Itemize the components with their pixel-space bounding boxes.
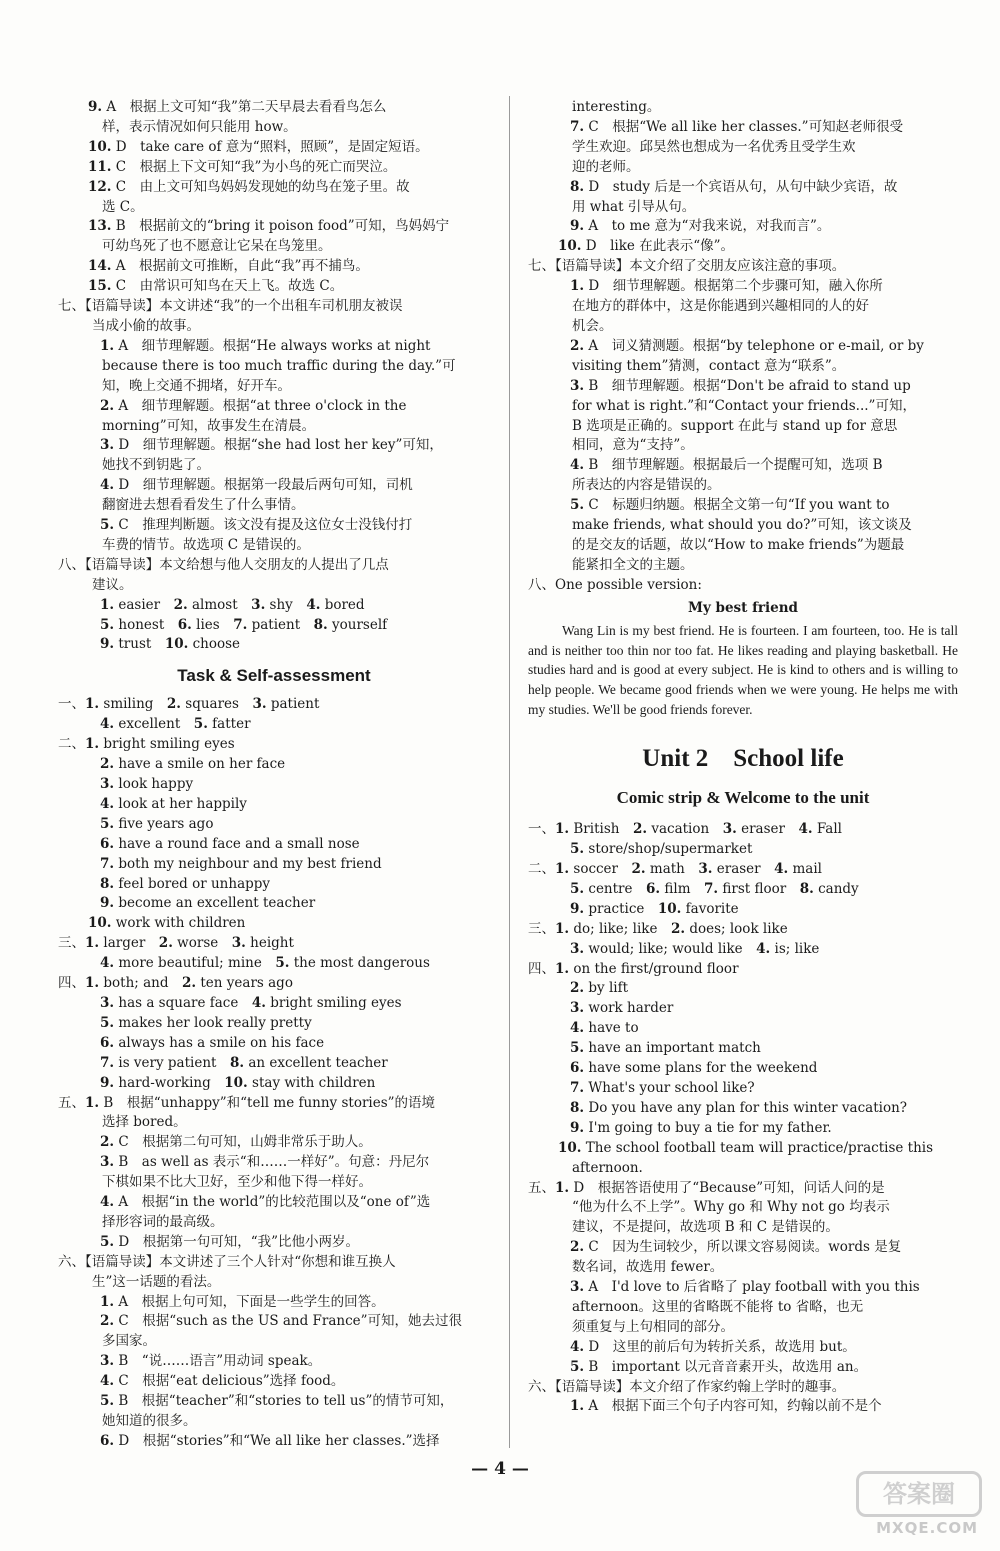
answer-line: 10. The school football team will practice/practise this [558,1139,934,1156]
answer-line: 14. A 根据前文可推断，自此“我”再不捕鸟。 [88,258,369,275]
section-heading-line: 五、1. B 根据“unhappy”和“tell me funny stories”的语境 [58,1094,436,1111]
answer-line: 3. has a square face 4. bright smiling eyes [100,994,402,1011]
question-number: 5. [100,1233,115,1250]
answer-line: 4. look at her happily [100,795,247,812]
answer-line: 学生欢迎。邱昊然也想成为一名优秀且受学生欢 [572,138,856,155]
answer-line: 3. B 细节理解题。根据“Don't be afraid to stand up [570,377,911,394]
answer-line: 须重复与上句相同的部分。 [572,1318,734,1335]
sample-essay: Wang Lin is my best friend. He is fourteen. I am fourteen, too. He is tall and is neither too thin nor too fat. He likes reading and playing basketball. He studies hard and is good at every subject. He is kind to others and is willing to help people. We became good friends when we were young. He helps me with my studies. We'll be good friends forever. [528,622,958,718]
question-number: 3. [570,1279,585,1296]
answer-line: 她找不到钥匙了。 [102,457,210,474]
answer-line: 知，晚上交通不拥堵，好开车。 [102,377,291,394]
question-number: 9. [88,99,103,115]
answer-line: 1. D 细节理解题。根据第二个步骤可知，融入你所 [570,278,883,295]
answer-line: 择形容词的最高级。 [102,1213,224,1230]
answer-line: 3. would; like; would like 4. is; like [570,940,820,957]
section-heading-line: 一、1. smiling 2. squares 3. patient [58,696,320,713]
answer-line: 3. A I'd love to 后省略了 play football with you this [570,1279,920,1296]
answer-line: for what is right.”和“Contact your friends...”可知， [572,397,916,414]
answer-line: 可幼鸟死了也不愿意让它呆在鸟笼里。 [102,238,332,255]
answer-line: 6. have a round face and a small nose [100,835,360,852]
answer-line: 4. have to [570,1020,639,1037]
answer-line: 10. D take care of 意为“照料，照顾”，是固定短语。 [88,138,429,155]
answer-line: 1. A 细节理解题。根据“He always works at night [100,337,431,354]
answer-line: 4. B 细节理解题。根据最后一个提醒可知，选项 B [570,457,883,474]
question-number: 5. [570,1358,585,1375]
answer-line: 翻窗进去想看看发生了什么事情。 [102,497,305,514]
section-heading-line: 一、1. British 2. vacation 3. eraser 4. Fall [528,821,842,838]
answer-line: 10. D like 在此表示“像”。 [558,238,735,255]
answer-line: 10. work with children [88,915,246,932]
section-heading-line: 七、【语篇导读】本文讲述“我”的一个出租车司机朋友被误 [58,298,403,315]
answer-line: 建议，不是提问，故选项 B 和 C 是错误的。 [572,1219,839,1236]
question-number: 6. [100,1432,115,1449]
column-divider [509,96,510,1448]
answer-line: because there is too much traffic during the day.”可 [102,357,456,374]
answer-line: 1. A 根据下面三个句子内容可知，约翰以前不是个 [570,1398,882,1415]
answer-line: 生”这一话题的看法。 [92,1273,221,1290]
answer-line: 2. A 细节理解题。根据“at three o'clock in the [100,397,407,414]
answer-line: 6. have some plans for the weekend [570,1060,818,1077]
answer-line: 5. store/shop/supermarket [570,841,753,858]
watermark-url: MXQE.COM [876,1519,978,1537]
answer-line: 5. makes her look really pretty [100,1014,312,1031]
section-heading-line: 六、【语篇导读】本文介绍了作家约翰上学时的趣事。 [528,1378,846,1395]
section-heading-line: 四、1. both; and 2. ten years ago [58,975,293,992]
answer-line: 4. C 根据“eat delicious”选择 food。 [100,1373,345,1390]
answer-line: 8. feel bored or unhappy [100,875,271,892]
question-number: 8. [570,178,585,195]
question-number: 13. [88,218,112,235]
question-number: 4. [100,477,115,494]
section-title: Task & Self-assessment [177,666,371,686]
question-number: 1. [570,278,585,295]
answer-line: 9. practice 10. favorite [570,900,739,917]
question-number: 2. [100,397,115,414]
answer-line: 2. C 根据“such as the US and France”可知，她去过很 [100,1313,463,1330]
answer-line: 数名词，故选用 fewer。 [572,1259,724,1276]
question-number: 1. [100,1293,115,1310]
answer-line: 8. Do you have any plan for this winter vacation? [570,1099,908,1116]
answer-line: 样，表示情况如何只能用 how。 [102,118,297,135]
answer-line: 下棋如果不比大卫好，至少和他下得一样好。 [102,1174,372,1191]
answer-line: B 选项是正确的。support 在此与 stand up for 意思 [572,417,898,434]
answer-line: 12. C 由上文可知鸟妈妈发现她的幼鸟在笼子里。故 [88,178,410,195]
answer-line: 9. hard-working 10. stay with children [100,1074,376,1091]
answer-line: 当成小偷的故事。 [92,317,200,334]
question-number: 3. [100,1154,115,1171]
question-number: 15. [88,278,112,295]
answer-line: 所表达的内容是错误的。 [572,477,721,494]
answer-line: 4. more beautiful; mine 5. the most dangerous [100,955,430,972]
right-column [528,98,958,1417]
unit-title: Unit 2 School life [642,745,844,773]
question-number: 9. [570,218,585,235]
answer-line: make friends, what should you do?”可知，该文谈及 [572,517,912,534]
answer-line: 9. become an excellent teacher [100,895,316,912]
answer-line: 迎的老师。 [572,158,640,175]
section-heading-line: 八、One possible version: [528,576,702,593]
answer-line: 3. work harder [570,1000,674,1017]
section-heading-line: 五、1. D 根据答语使用了“Because”可知，问话人问的是 [528,1179,885,1196]
answer-line: 5. C 推理判断题。该文没有提及这位女士没钱付打 [100,517,413,534]
answer-line: “他为什么不上学”。Why go 和 Why not go 均表示 [572,1199,890,1216]
answer-line: 2. have a smile on her face [100,756,286,773]
answer-line: afternoon. [572,1159,643,1176]
page-number: — 4 — [471,1459,529,1479]
answer-line: 多国家。 [102,1333,156,1350]
section-heading-line: 八、【语篇导读】本文给想与他人交朋友的人提出了几点 [58,556,389,573]
answer-line: 2. A 词义猜测题。根据“by telephone or e-mail, or by [570,337,924,354]
question-number: 2. [570,337,585,354]
section-heading-line: 二、1. soccer 2. math 3. eraser 4. mail [528,861,822,877]
answer-line: morning”可知，故事发生在清晨。 [102,417,316,434]
answer-line: 3. look happy [100,776,194,792]
question-number: 3. [100,437,115,454]
answer-line: 5. B 根据“teacher”和“stories to tell us”的情节可知， [100,1393,454,1410]
answer-line: 1. easier 2. almost 3. shy 4. bored [100,596,365,613]
answer-line: 5. centre 6. film 7. first floor 8. candy [570,880,859,897]
answer-line: 4. D 这里的前后句为转折关系，故选用 but。 [570,1338,856,1355]
answer-line: 2. C 根据第二句可知，山姆非常乐于助人。 [100,1134,372,1151]
question-number: 5. [100,517,115,534]
question-number: 10. [558,238,582,255]
question-number: 2. [100,1134,115,1151]
answer-line: 15. C 由常识可知鸟在天上飞。故选 C。 [88,278,344,295]
question-number: 12. [88,178,112,195]
question-number: 7. [570,118,585,135]
question-number: 11. [88,158,112,175]
answer-line: 的是交友的话题，故以“How to make friends”为题最 [572,536,905,553]
answer-line: 9. trust 10. choose [100,636,241,653]
answer-line: 1. A 根据上句可知，下面是一些学生的回答。 [100,1293,385,1310]
answer-line: 在地方的群体中，这是你能遇到兴趣相同的人的好 [572,298,869,315]
answer-line: 7. What's your school like? [570,1079,755,1096]
answer-line: 9. A 根据上文可知“我”第二天早晨去看看鸟怎么 [88,99,387,115]
answer-line: 机会。 [572,317,613,334]
answer-line: 7. both my neighbour and my best friend [100,855,382,872]
answer-line: 5. have an important match [570,1040,761,1057]
essay-title: My best friend [688,599,798,616]
question-number: 2. [100,1313,115,1330]
section-heading-line: 六、【语篇导读】本文讲述了三个人针对“你想和谁互换人 [58,1253,396,1270]
answer-line: afternoon。这里的省略既不能将 to 省略，也无 [572,1298,864,1315]
answer-line: 建议。 [92,576,133,593]
answer-line: 5. B important 以元音音素开头，故选用 an。 [570,1358,868,1375]
answer-line: 4. excellent 5. fatter [100,716,251,733]
answer-line: 5. C 标题归纳题。根据全文第一句“If you want to [570,497,890,514]
section-heading-line: 二、1. bright smiling eyes [58,736,235,753]
question-number: 2. [570,1239,585,1256]
answer-line: 13. B 根据前文的“bring it poison food”可知，鸟妈妈宁 [88,218,450,235]
answer-line: 7. C 根据“We all like her classes.”可知赵老师很受 [570,118,904,135]
answer-line: 5. honest 6. lies 7. patient 8. yourself [100,616,388,633]
question-number: 3. [100,1353,115,1370]
section-heading-line: 三、1. do; like; like 2. does; look like [528,920,788,937]
question-number: 5. [570,497,585,514]
question-number: 1. [100,337,115,354]
answer-line: 9. I'm going to buy a tie for my father. [570,1119,832,1136]
answer-line: 6. always has a smile on his face [100,1034,325,1051]
answer-line: 选择 bored。 [102,1114,187,1131]
question-number: 3. [570,377,585,394]
answer-line: interesting。 [572,99,661,115]
answer-line: 5. five years ago [100,815,214,832]
answer-line: 9. A to me 意为“对我来说，对我而言”。 [570,218,831,235]
answer-line: 8. D study 后是一个宾语从句，从句中缺少宾语，故 [570,178,898,195]
answer-line: 11. C 根据上下文可知“我”为小鸟的死亡而哭泣。 [88,158,397,175]
section-heading-line: 三、1. larger 2. worse 3. height [58,935,294,952]
answer-line: 她知道的很多。 [102,1413,197,1429]
section-subtitle: Comic strip & Welcome to the unit [616,788,870,808]
answer-line: 4. A 根据“in the world”的比较范围以及“one of”选 [100,1194,431,1211]
question-number: 4. [570,1338,585,1355]
question-number: 14. [88,258,112,275]
answer-line: 3. B “说……语言”用动词 speak。 [100,1353,322,1370]
answer-line: 7. is very patient 8. an excellent teacher [100,1054,388,1071]
answer-line: 2. by lift [570,980,629,997]
answer-line: 2. C 因为生词较少，所以课文容易阅读。words 是复 [570,1239,902,1256]
watermark-text: 答案圈 [856,1471,982,1517]
left-column [58,98,490,1452]
answer-line: 能紧扣全文的主题。 [572,556,694,573]
watermark-logo [850,1471,982,1537]
answer-line: 5. D 根据第一句可知，“我”比他小两岁。 [100,1233,360,1250]
answer-line: 3. B as well as 表示“和……一样好”。句意：丹尼尔 [100,1154,430,1171]
answer-line: 相同，意为“支持”。 [572,437,694,454]
answer-line: 4. D 细节理解题。根据第一段最后两句可知，司机 [100,477,413,494]
answer-line: 3. D 细节理解题。根据“she had lost her key”可知， [100,437,443,454]
answer-line: 车费的情节。故选项 C 是错误的。 [102,536,310,553]
question-number: 4. [100,1373,115,1390]
section-heading-line: 七、【语篇导读】本文介绍了交朋友应该注意的事项。 [528,258,846,275]
section-heading-line: 四、1. on the first/ground floor [528,960,739,977]
answer-line: visiting them”猜测，contact 意为“联系”。 [572,357,846,374]
question-number: 10. [88,138,112,155]
question-number: 5. [100,1393,115,1410]
question-number: 4. [100,1194,115,1211]
answer-line: 6. D 根据“stories”和“We all like her classes.”选择 [100,1432,440,1449]
answer-line: 选 C。 [102,198,144,215]
answer-line: 用 what 引导从句。 [572,198,696,215]
question-number: 1. [570,1398,585,1415]
question-number: 4. [570,457,585,474]
